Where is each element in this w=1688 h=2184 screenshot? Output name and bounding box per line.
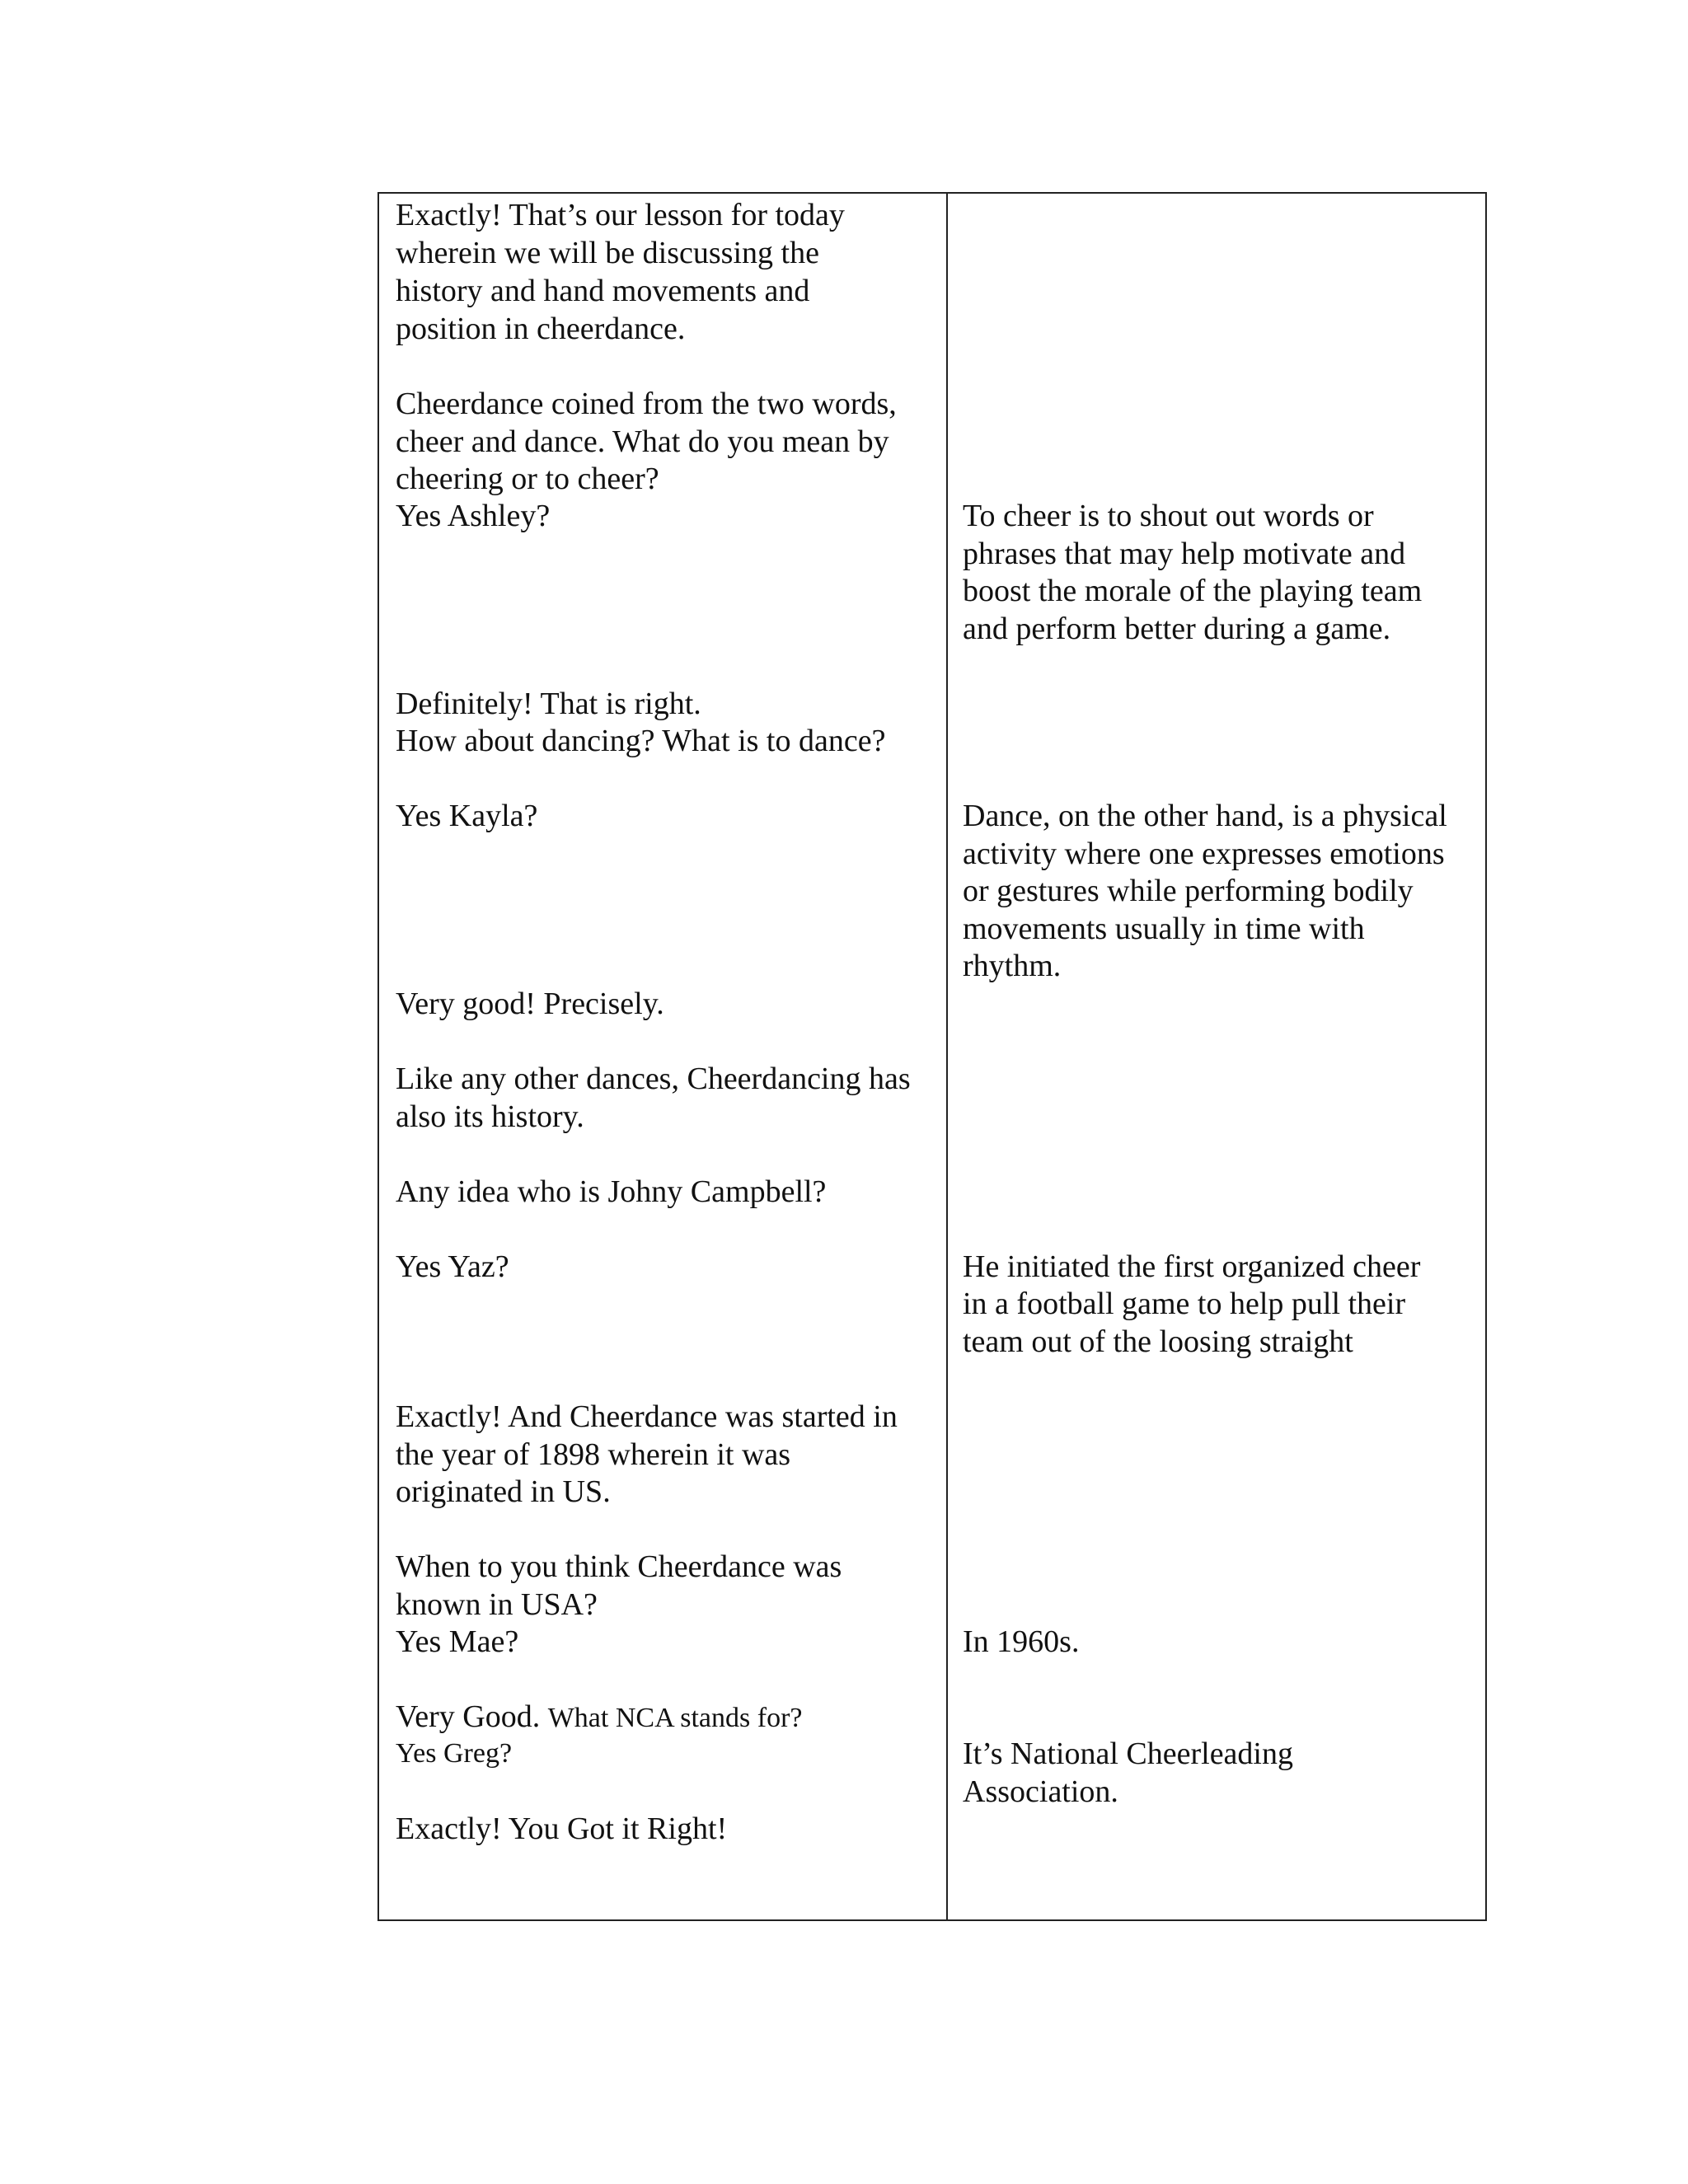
teacher-line: history and hand movements and [396, 274, 810, 308]
column-divider [946, 194, 948, 1919]
student-line: movements usually in time with [963, 912, 1365, 946]
student-line: boost the morale of the playing team [963, 574, 1423, 608]
student-line: To cheer is to shout out words or [963, 499, 1374, 533]
teacher-line: Exactly! And Cheerdance was started in [396, 1399, 898, 1434]
teacher-line: position in cheerdance. [396, 312, 686, 346]
teacher-line: When to you think Cheerdance was [396, 1549, 842, 1584]
student-line: or gestures while performing bodily [963, 874, 1414, 908]
teacher-line-part: Very Good. [396, 1699, 541, 1734]
teacher-line: Definitely! That is right. [396, 687, 701, 721]
dialogue-table [377, 192, 1487, 1921]
student-line: He initiated the first organized cheer [963, 1249, 1421, 1284]
student-line: phrases that may help motivate and [963, 537, 1406, 571]
teacher-line: originated in US. [396, 1474, 611, 1509]
teacher-line: the year of 1898 wherein it was [396, 1437, 791, 1472]
student-line: Association. [963, 1774, 1118, 1809]
teacher-line: wherein we will be discussing the [396, 236, 819, 270]
teacher-line: Exactly! You Got it Right! [396, 1811, 728, 1846]
teacher-line: Yes Ashley? [396, 499, 551, 533]
teacher-line: Yes Greg? [396, 1738, 513, 1769]
teacher-line: cheer and dance. What do you mean by [396, 424, 889, 459]
student-line: in a football game to help pull their [963, 1286, 1406, 1321]
teacher-line: cheering or to cheer? [396, 462, 659, 496]
teacher-line: Very good! Precisely. [396, 987, 664, 1021]
teacher-line: known in USA? [396, 1587, 598, 1622]
student-line: team out of the loosing straight [963, 1324, 1353, 1359]
student-line: and perform better during a game. [963, 612, 1391, 646]
teacher-line: Cheerdance coined from the two words, [396, 387, 897, 421]
teacher-line: Yes Kayla? [396, 799, 538, 833]
teacher-line: How about dancing? What is to dance? [396, 724, 886, 758]
teacher-line: Yes Yaz? [396, 1249, 509, 1284]
teacher-line-part: What NCA stands for? [547, 1703, 803, 1733]
teacher-line: Exactly! That’s our lesson for today [396, 198, 845, 232]
student-line: activity where one expresses emotions [963, 837, 1445, 871]
student-line: rhythm. [963, 949, 1062, 983]
teacher-line: also its history. [396, 1099, 584, 1134]
teacher-line [396, 1698, 802, 1737]
student-line: It’s National Cheerleading [963, 1736, 1293, 1771]
student-line: Dance, on the other hand, is a physical [963, 799, 1447, 833]
student-line: In 1960s. [963, 1624, 1080, 1659]
teacher-line: Yes Mae? [396, 1624, 519, 1659]
teacher-line: Any idea who is Johny Campbell? [396, 1174, 827, 1209]
teacher-line: Like any other dances, Cheerdancing has [396, 1062, 911, 1096]
